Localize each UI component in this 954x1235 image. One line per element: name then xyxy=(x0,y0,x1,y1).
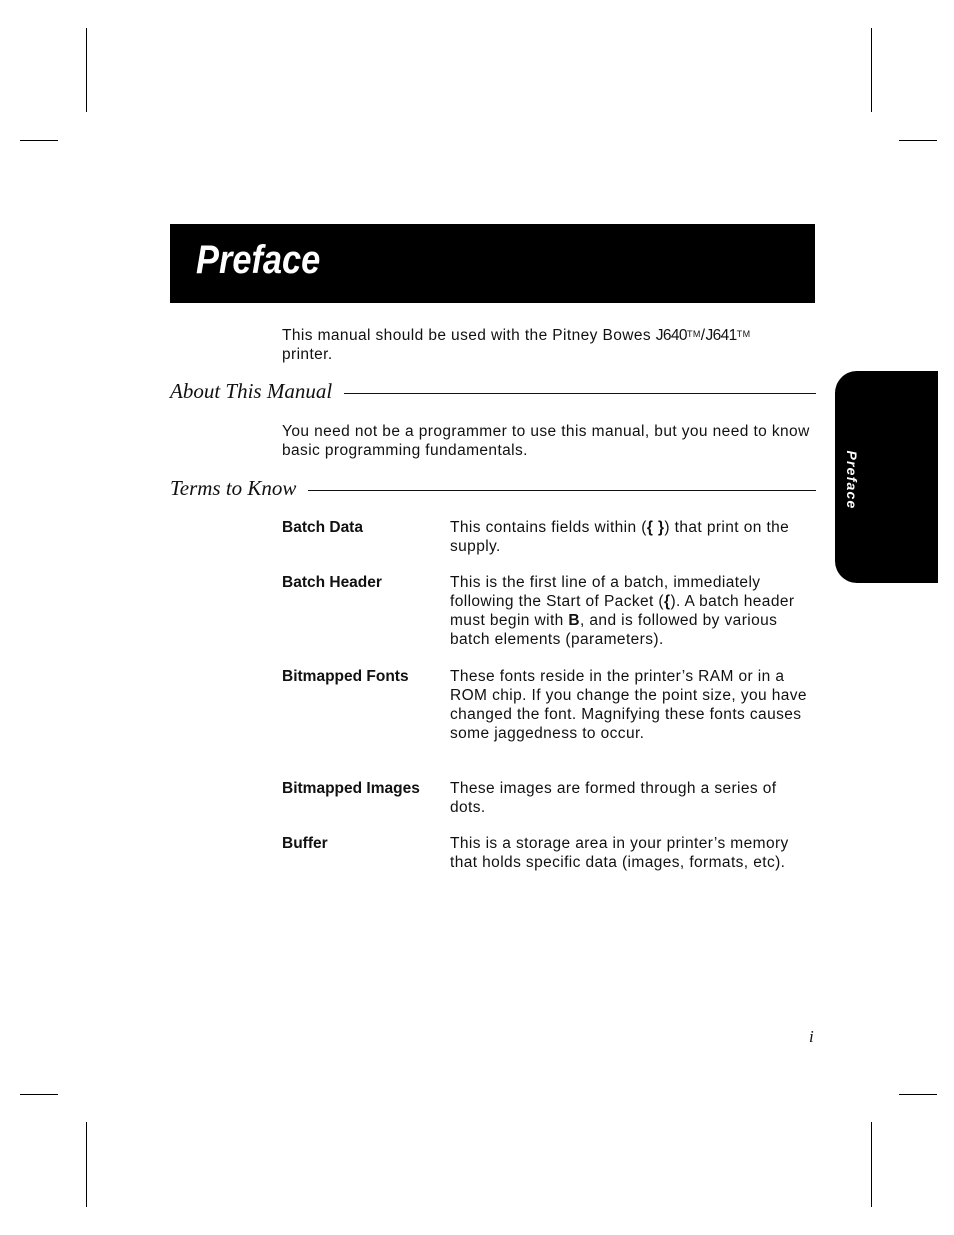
trademark: TM xyxy=(686,329,701,339)
section-heading-label: Terms to Know xyxy=(170,475,297,500)
intro-paragraph xyxy=(282,326,822,364)
crop-mark xyxy=(871,1122,872,1207)
term-bitmapped-fonts: Bitmapped Fonts xyxy=(282,668,409,685)
crop-mark xyxy=(86,28,87,112)
section-heading-terms xyxy=(170,475,816,501)
model-name: J640 xyxy=(655,327,687,344)
model-name: J641 xyxy=(705,327,737,344)
intro-text: This manual should be used with the Pitney Bowes xyxy=(282,327,656,344)
intro-line-1 xyxy=(282,326,822,345)
crop-mark xyxy=(871,28,872,112)
heading-rule xyxy=(308,490,816,491)
about-paragraph: You need not be a programmer to use this manual, but you need to know basic programming fundamentals. xyxy=(282,423,810,459)
definition-text: ) that print on the supply. xyxy=(450,519,790,555)
title-banner xyxy=(170,224,815,303)
definition-bold: { } xyxy=(646,519,665,536)
definition-text: , and is followed by various batch elements (parameters). xyxy=(450,612,778,648)
crop-mark xyxy=(899,140,937,141)
term-buffer: Buffer xyxy=(282,835,328,852)
section-heading-about xyxy=(170,378,816,404)
definition-bitmapped-images: These images are formed through a series of dots. xyxy=(450,780,777,816)
heading-rule xyxy=(344,393,816,394)
definition-bold: { xyxy=(664,593,671,610)
term-bitmapped-images: Bitmapped Images xyxy=(282,780,420,797)
definition-batch-data xyxy=(450,518,815,556)
definition-buffer: This is a storage area in your printer’s memory that holds specific data (images, formats, etc). xyxy=(450,835,789,871)
definition-text: This contains fields within ( xyxy=(450,519,647,536)
crop-mark xyxy=(899,1094,937,1095)
page-number: i xyxy=(809,1027,814,1046)
term-batch-data: Batch Data xyxy=(282,519,363,536)
trademark: TM xyxy=(736,329,751,339)
definition-text: ). A batch header must begin with xyxy=(450,593,795,629)
definition-bitmapped-fonts: These fonts reside in the printer’s RAM or in a ROM chip. If you change the point size, you have changed the font. Magnifying these fonts causes some jaggedness to occur. xyxy=(450,668,807,742)
crop-mark xyxy=(20,1094,58,1095)
definition-batch-header xyxy=(450,573,815,649)
definition-bold: B xyxy=(568,612,580,629)
section-heading-label: About This Manual xyxy=(170,378,333,403)
term-batch-header: Batch Header xyxy=(282,574,382,591)
intro-line-2: printer. xyxy=(282,346,333,363)
definition-text: This is the first line of a batch, immediately following the Start of Packet ( xyxy=(450,574,761,610)
crop-mark xyxy=(86,1122,87,1207)
separator: / xyxy=(700,327,706,344)
section-thumb-tab-label: Preface xyxy=(844,450,860,510)
crop-mark xyxy=(20,140,58,141)
page-title: Preface xyxy=(196,238,321,282)
